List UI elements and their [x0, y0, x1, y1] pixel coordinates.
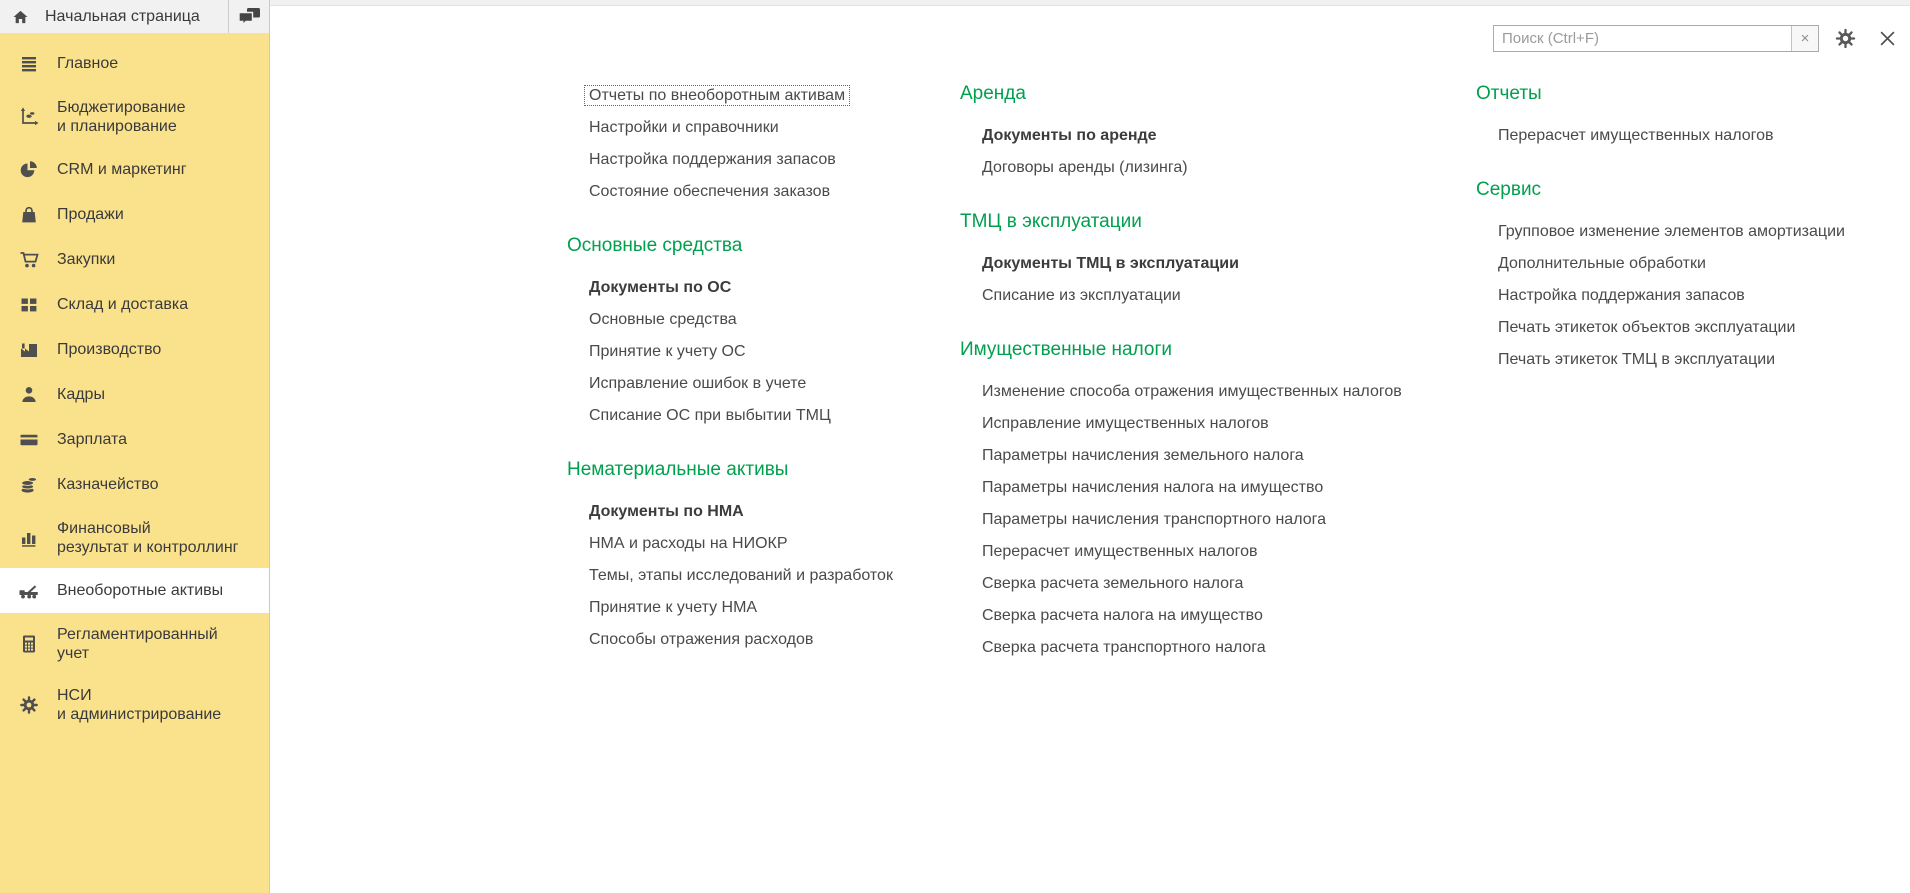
top-strip	[270, 0, 1910, 6]
sidebar-item-sklad[interactable]	[0, 282, 269, 327]
menu-group	[567, 232, 937, 432]
menu-column-2	[960, 80, 1450, 664]
menu-group	[567, 80, 937, 208]
sidebar-item-label: CRM и маркетинг	[57, 161, 187, 178]
menu-item-label: Состояние обеспечения заказов	[589, 183, 831, 200]
sidebar-item-vneoborotnye[interactable]	[0, 568, 269, 613]
tab-label: Начальная страница	[45, 7, 200, 25]
menu-item[interactable]	[567, 528, 937, 560]
menu-item[interactable]	[567, 592, 937, 624]
bag-icon	[0, 205, 57, 225]
sections-sidebar	[0, 33, 269, 893]
menu-item-label: Параметры начисления земельного налога	[982, 447, 1304, 464]
sidebar-item-reglament[interactable]	[0, 613, 269, 674]
group-header: Аренда	[960, 83, 1026, 104]
discussions-chat-icon[interactable]	[229, 0, 269, 33]
sidebar-item-label: НСИ и администрирование	[57, 686, 222, 723]
menu-item-label: Параметры начисления транспортного налога	[982, 511, 1326, 528]
sidebar-item-label: Финансовый результат и контроллинг	[57, 519, 239, 556]
menu-item[interactable]	[1476, 312, 1906, 344]
group-header: Имущественные налоги	[960, 339, 1173, 360]
menu-item[interactable]	[1476, 280, 1906, 312]
menu-item[interactable]	[960, 280, 1450, 312]
sidebar-item-label: Регламентированный учет	[57, 625, 218, 662]
sidebar-item-crm[interactable]	[0, 147, 269, 192]
menu-group	[960, 336, 1450, 664]
menu-item-label: Настройка поддержания запасов	[589, 151, 836, 168]
menu-item[interactable]	[960, 600, 1450, 632]
sidebar-item-label: Продажи	[57, 206, 124, 223]
menu-item[interactable]	[567, 304, 937, 336]
person-icon	[0, 385, 57, 405]
group-header: Сервис	[1476, 179, 1542, 200]
close-icon[interactable]	[1879, 30, 1896, 47]
menu-item[interactable]	[960, 152, 1450, 184]
menu-item-label: Принятие к учету НМА	[589, 599, 758, 616]
group-header: Нематериальные активы	[567, 459, 789, 480]
coins-icon	[0, 475, 57, 495]
menu-item[interactable]	[960, 472, 1450, 504]
menu-item[interactable]	[960, 568, 1450, 600]
menu-item-label: Основные средства	[589, 311, 737, 328]
menu-column-3	[1476, 80, 1906, 376]
menu-item[interactable]	[567, 176, 937, 208]
menu-group	[1476, 176, 1906, 376]
menu-item[interactable]	[567, 624, 937, 656]
menu-item-label: Настройка поддержания запасов	[1498, 287, 1745, 304]
bar-chart-icon	[0, 528, 57, 548]
menu-item[interactable]	[960, 376, 1450, 408]
sidebar-item-label: Кадры	[57, 386, 105, 403]
menu-item[interactable]	[567, 560, 937, 592]
menu-item-label: Списание из эксплуатации	[982, 287, 1181, 304]
menu-item-label-focused: Отчеты по внеоборотным активам	[584, 85, 850, 106]
home-icon	[13, 10, 28, 24]
menu-item[interactable]	[567, 336, 937, 368]
menu-item[interactable]	[960, 632, 1450, 664]
hamburger-icon	[0, 54, 57, 74]
menu-item-label: Групповое изменение элементов амортизации	[1498, 223, 1845, 240]
sidebar-item-zarplata[interactable]	[0, 417, 269, 462]
planning-icon	[0, 107, 57, 127]
menu-item-label: Сверка расчета земельного налога	[982, 575, 1244, 592]
menu-item-label: Перерасчет имущественных налогов	[1498, 127, 1774, 144]
menu-column-1	[567, 80, 937, 656]
card-icon	[0, 430, 57, 450]
menu-item-label: Дополнительные обработки	[1498, 255, 1706, 272]
cart-icon	[0, 250, 57, 270]
menu-item-label: Способы отражения расходов	[589, 631, 814, 648]
sidebar-item-label: Закупки	[57, 251, 116, 268]
menu-item-label: Исправление ошибок в учете	[589, 375, 807, 392]
menu-item-label: Сверка расчета налога на имущество	[982, 607, 1263, 624]
sidebar-item-label: Главное	[57, 55, 119, 72]
main-panel	[270, 0, 1910, 893]
left-rail	[0, 0, 270, 893]
sidebar-item-nsi[interactable]	[0, 674, 269, 735]
menu-item-label: Изменение способа отражения имущественных налогов	[982, 383, 1402, 400]
menu-item[interactable]	[960, 504, 1450, 536]
warehouse-icon	[0, 295, 57, 315]
calculator-icon	[0, 634, 57, 654]
menu-group	[960, 80, 1450, 184]
sidebar-item-label: Склад и доставка	[57, 296, 189, 313]
menu-item-label: Договоры аренды (лизинга)	[982, 159, 1188, 176]
menu-item-label: Сверка расчета транспортного налога	[982, 639, 1266, 656]
truck-icon	[0, 581, 57, 601]
menu-item[interactable]	[567, 80, 937, 112]
menu-item[interactable]	[567, 400, 937, 432]
menu-item[interactable]	[960, 248, 1450, 280]
menu-item[interactable]	[1476, 120, 1906, 152]
menu-item-label: Документы по ОС	[589, 279, 732, 296]
menu-item-label: Документы по аренде	[982, 127, 1157, 144]
sidebar-item-kadry[interactable]	[0, 372, 269, 417]
menu-item[interactable]	[567, 496, 937, 528]
tab-bar	[0, 0, 269, 33]
menu-item-label: Параметры начисления налога на имущество	[982, 479, 1324, 496]
sidebar-item-prodazhi[interactable]	[0, 192, 269, 237]
menu-item[interactable]	[1476, 344, 1906, 376]
sidebar-item-label: Зарплата	[57, 431, 128, 448]
menu-item[interactable]	[960, 408, 1450, 440]
group-header: ТМЦ в эксплуатации	[960, 211, 1142, 232]
menu-item-label: Списание ОС при выбытии ТМЦ	[589, 407, 831, 424]
sidebar-item-label: Производство	[57, 341, 162, 358]
sidebar-item-glavnoe[interactable]	[0, 41, 269, 86]
menu-item-label: Документы по НМА	[589, 503, 744, 520]
menu-group	[1476, 80, 1906, 152]
sidebar-item-proizvodstvo[interactable]	[0, 327, 269, 372]
menu-item[interactable]	[567, 112, 937, 144]
sidebar-item-label: Бюджетирование и планирование	[57, 98, 186, 135]
menu-item-label: Настройки и справочники	[589, 119, 779, 136]
factory-icon	[0, 340, 57, 360]
sidebar-item-label: Казначейство	[57, 476, 159, 493]
search-area	[1493, 25, 1896, 52]
menu-item-label: Печать этикеток объектов эксплуатации	[1498, 319, 1796, 336]
settings-gear-icon[interactable]	[1835, 28, 1856, 49]
sidebar-item-zakupki[interactable]	[0, 237, 269, 282]
sidebar-item-kaznacheystvo[interactable]	[0, 462, 269, 507]
menu-item-label: НМА и расходы на НИОКР	[589, 535, 788, 552]
menu-item[interactable]	[960, 120, 1450, 152]
menu-group	[960, 208, 1450, 312]
menu-item-label: Печать этикеток ТМЦ в эксплуатации	[1498, 351, 1776, 368]
search-box	[1493, 25, 1819, 52]
menu-item[interactable]	[567, 368, 937, 400]
menu-item[interactable]	[1476, 248, 1906, 280]
menu-item[interactable]	[1476, 216, 1906, 248]
menu-item[interactable]	[960, 440, 1450, 472]
menu-item-label: Темы, этапы исследований и разработок	[589, 567, 893, 584]
group-header: Основные средства	[567, 235, 743, 256]
pie-chart-icon	[0, 160, 57, 180]
search-input[interactable]	[1494, 26, 1791, 51]
clear-search-icon[interactable]: ×	[1791, 26, 1818, 51]
group-header: Отчеты	[1476, 83, 1542, 104]
sidebar-item-finrezultat[interactable]	[0, 507, 269, 568]
menu-item[interactable]	[960, 536, 1450, 568]
menu-item-label: Перерасчет имущественных налогов	[982, 543, 1258, 560]
menu-item[interactable]	[567, 272, 937, 304]
menu-group	[567, 456, 937, 656]
tab-home-page[interactable]	[0, 0, 228, 33]
menu-item[interactable]	[567, 144, 937, 176]
sidebar-item-label: Внеоборотные активы	[57, 582, 224, 599]
menu-item-label: Исправление имущественных налогов	[982, 415, 1269, 432]
gear-icon	[0, 695, 57, 715]
sidebar-item-budget[interactable]	[0, 86, 269, 147]
menu-item-label: Принятие к учету ОС	[589, 343, 746, 360]
menu-item-label: Документы ТМЦ в эксплуатации	[982, 255, 1239, 272]
